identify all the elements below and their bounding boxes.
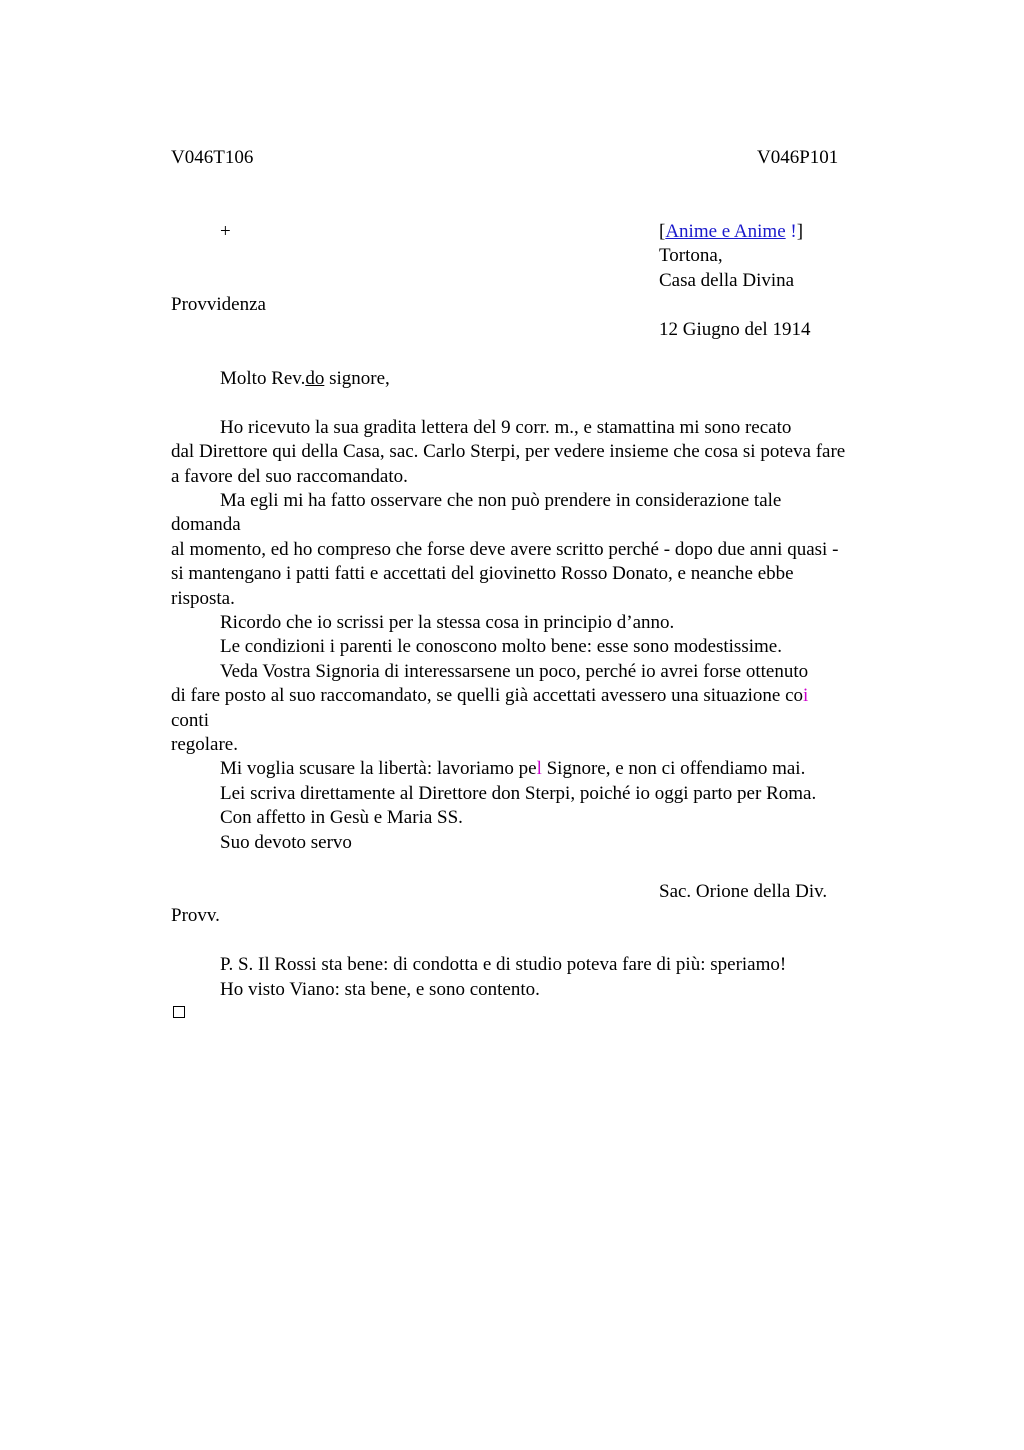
motto-open-bracket: [	[659, 221, 666, 242]
salutation-rest: signore,	[324, 368, 390, 389]
highlighted-char: l	[536, 758, 542, 779]
letter-date: 12 Giugno del 1914	[659, 319, 811, 340]
postscript-line: P. S. Il Rossi sta bene: di condotta e di studio poteva fare di più: speriamo!	[220, 954, 787, 975]
body-line: regolare.	[171, 734, 238, 755]
salutation	[220, 367, 390, 391]
body-line: Le condizioni i parenti le conoscono molto bene: esse sono modestissime.	[220, 636, 782, 657]
body-line: conti	[171, 710, 209, 731]
body-line: Ma egli mi ha fatto osservare che non può prendere in considerazione tale	[220, 490, 782, 511]
body-line	[220, 757, 805, 781]
motto-link[interactable]: Anime e Anime	[665, 221, 786, 242]
salutation-abbreviation: do	[305, 368, 325, 389]
postscript-line: Ho visto Viano: sta bene, e sono contento.	[220, 979, 540, 1000]
document-code-left: V046T106	[171, 147, 254, 168]
signature: Sac. Orione della Div.	[659, 881, 828, 902]
body-text: Mi voglia scusare la libertà: lavoriamo pe	[220, 758, 537, 779]
motto-close-bracket: ]	[796, 221, 804, 242]
closing-line: Suo devoto servo	[220, 832, 352, 853]
body-line: Ricordo che io scrissi per la stessa cosa in principio d’anno.	[220, 612, 675, 633]
end-square-icon	[173, 1006, 185, 1018]
motto-exclamation: !	[785, 221, 797, 242]
body-line	[171, 684, 808, 708]
body-text: di fare posto al suo raccomandato, se quelli già accettati avessero una situazione co	[171, 685, 804, 706]
signature-continued: Provv.	[171, 905, 220, 926]
place-house: Casa della Divina	[659, 270, 795, 291]
highlighted-char: i	[803, 685, 809, 706]
salutation-title: Molto Rev.	[220, 368, 306, 389]
body-line: dal Direttore qui della Casa, sac. Carlo Sterpi, per vedere insieme che cosa si poteva fare	[171, 441, 846, 462]
body-text: Signore, e non ci offendiamo mai.	[541, 758, 806, 779]
body-line: Con affetto in Gesù e Maria SS.	[220, 807, 463, 828]
motto	[659, 220, 803, 244]
place-city: Tortona,	[659, 245, 723, 266]
body-line: domanda	[171, 514, 241, 535]
place-house-continued: Provvidenza	[171, 294, 266, 315]
body-line: si mantengano i patti fatti e accettati del giovinetto Rosso Donato, e neanche ebbe	[171, 563, 794, 584]
body-line: Ho ricevuto la sua gradita lettera del 9 corr. m., e stamattina mi sono recato	[220, 417, 792, 438]
cross-symbol: +	[220, 221, 231, 242]
body-line: Lei scriva direttamente al Direttore don Sterpi, poiché io oggi parto per Roma.	[220, 783, 817, 804]
body-line: Veda Vostra Signoria di interessarsene un poco, perché io avrei forse ottenuto	[220, 661, 809, 682]
body-line: al momento, ed ho compreso che forse deve avere scritto perché - dopo due anni quasi -	[171, 539, 839, 560]
body-line: a favore del suo raccomandato.	[171, 466, 408, 487]
document-code-right: V046P101	[757, 147, 839, 168]
body-line: risposta.	[171, 588, 235, 609]
